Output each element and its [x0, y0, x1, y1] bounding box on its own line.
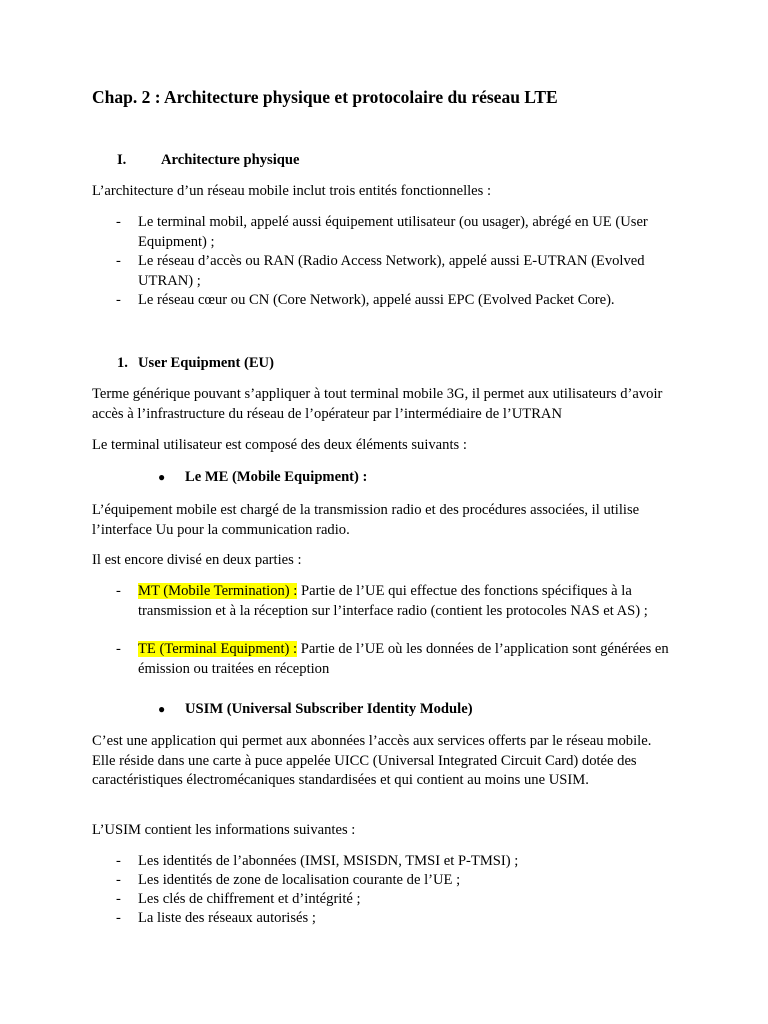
list-item-text [138, 640, 682, 679]
list-item-description: Partie de l’UE qui effectue des fonctions spécifiques à la transmission et à la réception sur l’interface radio (contient les protocoles NAS et AS) ; [138, 583, 648, 619]
bullet-icon: ● [158, 702, 166, 716]
list-marker: - [116, 872, 121, 888]
list-item-text: Le réseau cœur ou CN (Core Network), appelé aussi EPC (Evolved Packet Core). [138, 292, 615, 308]
highlighted-term: MT (Mobile Termination) : [138, 583, 298, 599]
list-item-text: Les identités de l’abonnées (IMSI, MSISDN, TMSI et P-TMSI) ; [138, 853, 519, 869]
list-item-text: Les identités de zone de localisation courante de l’UE ; [138, 872, 461, 888]
subsection-heading: User Equipment (EU) [138, 355, 274, 371]
highlighted-term: TE (Terminal Equipment) : [138, 641, 298, 657]
list-item-text: Le terminal mobil, appelé aussi équipement utilisateur (ou usager), abrégé en UE (User Equipment) ; [138, 214, 648, 250]
list-marker: - [116, 641, 121, 657]
ue-components-paragraph: Le terminal utilisateur est composé des deux éléments suivants : [92, 437, 467, 453]
section-intro: L’architecture d’un réseau mobile inclut trois entités fonctionnelles : [92, 183, 492, 199]
ue-paragraph: Terme générique pouvant s’appliquer à tout terminal mobile 3G, il permet aux utilisateurs d’avoir accès à l’infrastructure du réseau de l’opérateur par l’intermédiaire de l’UTRAN [92, 386, 663, 422]
list-marker: - [116, 214, 121, 230]
me-heading: Le ME (Mobile Equipment) : [185, 469, 368, 485]
list-item-text: Les clés de chiffrement et d’intégrité ; [138, 891, 361, 907]
list-marker: - [116, 853, 121, 869]
list-item-text: Le réseau d’accès ou RAN (Radio Access Network), appelé aussi E-UTRAN (Evolved UTRAN) ; [138, 253, 645, 289]
list-marker: - [116, 891, 121, 907]
usim-info-paragraph: L’USIM contient les informations suivantes : [92, 822, 356, 838]
list-marker: - [116, 292, 121, 308]
list-item-text [138, 582, 682, 621]
list-marker: - [116, 583, 121, 599]
chapter-title: Chap. 2 : Architecture physique et protocolaire du réseau LTE [92, 87, 558, 107]
me-paragraph: L’équipement mobile est chargé de la transmission radio et des procédures associées, il utilise l’interface Uu pour la communication radio. [92, 502, 640, 538]
me-parts-paragraph: Il est encore divisé en deux parties : [92, 552, 302, 568]
section-number: I. [117, 152, 127, 168]
bullet-icon: ● [158, 470, 166, 484]
list-item-description: Partie de l’UE où les données de l’application sont générées en émission ou traitées en réception [138, 641, 669, 677]
usim-heading: USIM (Universal Subscriber Identity Module) [185, 701, 473, 717]
subsection-number: 1. [117, 355, 128, 371]
list-item-text: La liste des réseaux autorisés ; [138, 910, 316, 926]
list-marker: - [116, 253, 121, 269]
section-heading: Architecture physique [161, 152, 300, 168]
list-marker: - [116, 910, 121, 926]
usim-paragraph: C’est une application qui permet aux abonnées l’accès aux services offerts par le réseau mobile. Elle réside dans une carte à puce appelée UICC (Universal Integrated Circuit Card) dotée des caractéristiques électromécaniques standardisées et qui contient au moins une USIM. [92, 733, 652, 788]
